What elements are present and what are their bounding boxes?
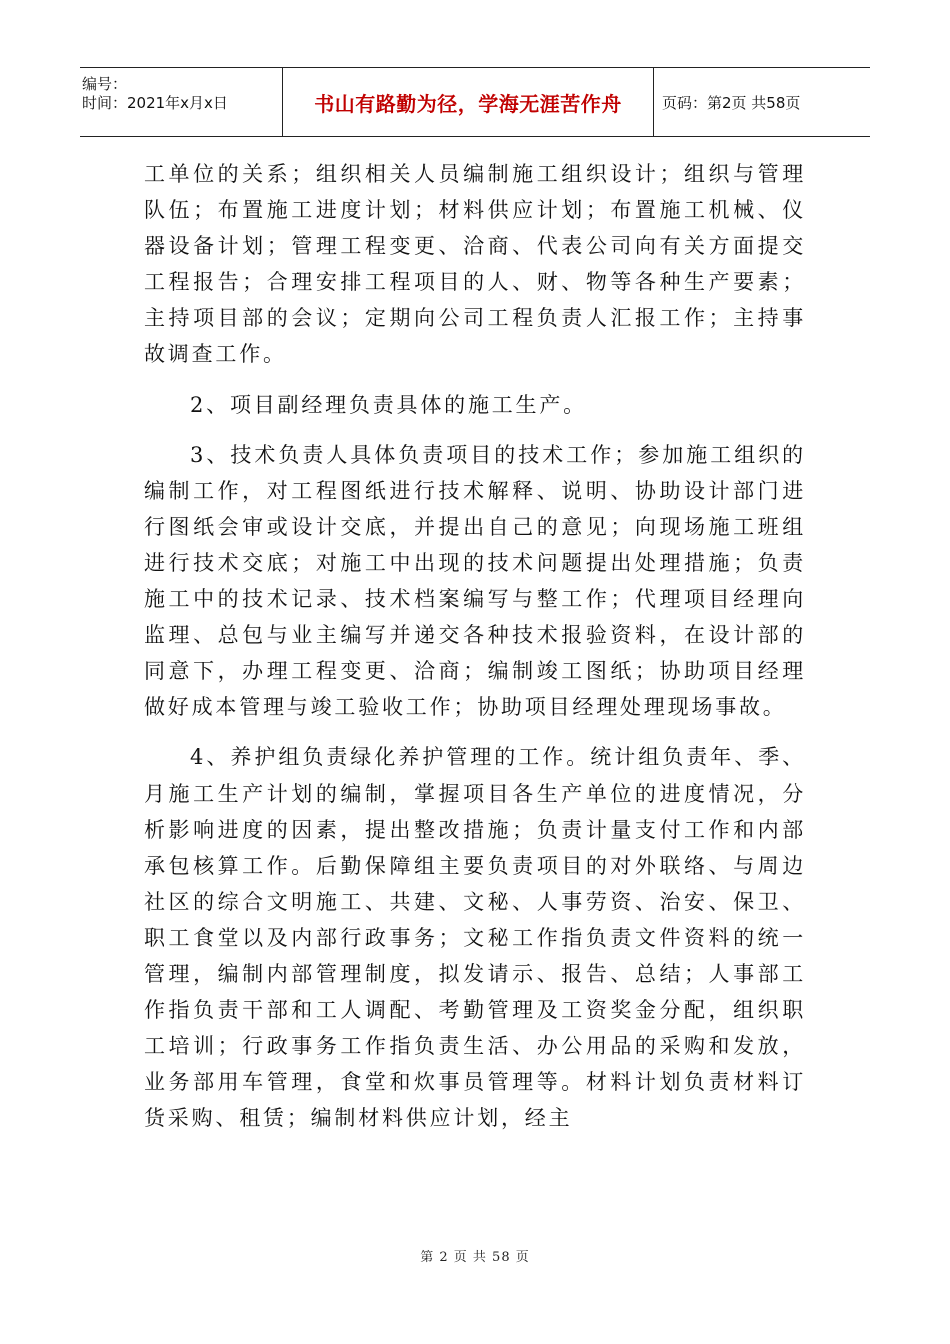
paragraph-4: 4、养护组负责绿化养护管理的工作。统计组负责年、季、月施工生产计划的编制，掌握项目各生产单位的进度情况，分析影响进度的因素，提出整改措施；负责计量支付工作和内部承包核算工作。后勤保障组主要负责项目的对外联络、与周边社区的综合文明施工、共建、文秘、人事劳资、治安、保卫、职工食堂以及内部行政事务；文秘工作指负责文件资料的统一管理，编制内部管理制度，拟发请示、报告、总结；人事部工作指负责干部和工人调配、考勤管理及工资奖金分配，组织职工培训；行政事务工作指负责生活、办公用品的采购和发放，业务部用车管理，食堂和炊事员管理等。材料计划负责材料订货采购、租赁；编制材料供应计划，经主 bbox=[144, 745, 806, 1131]
date-label: 时间：2021年x月x日 bbox=[82, 94, 228, 112]
header-meta-cell bbox=[80, 68, 283, 136]
header-table bbox=[80, 67, 870, 137]
page-info: 页码：第2页 共58页 bbox=[662, 93, 801, 112]
page-footer: 第 2 页 共 58 页 bbox=[420, 1250, 530, 1265]
paragraph-3: 3、技术负责人具体负责项目的技术工作；参加施工组织的编制工作，对工程图纸进行技术解释、说明、协助设计部门进行图纸会审或设计交底，并提出自己的意见；向现场施工班组进行技术交底；对施工中出现的技术问题提出处理措施；负责施工中的技术记录、技术档案编写与整工作；代理项目经理向监理、总包与业主编写并递交各种技术报验资料，在设计部的同意下，办理工程变更、洽商；编制竣工图纸；协助项目经理做好成本管理与竣工验收工作；协助项目经理处理现场事故。 bbox=[144, 442, 806, 720]
paragraph-2: 2、项目副经理负责具体的施工生产。 bbox=[190, 392, 587, 417]
paragraph-1: 工单位的关系；组织相关人员编制施工组织设计；组织与管理队伍；布置施工进度计划；材料供应计划；布置施工机械、仪器设备计划；管理工程变更、洽商、代表公司向有关方面提交工程报告；合理安排工程项目的人、财、物等各种生产要素；主持项目部的会议；定期向公司工程负责人汇报工作；主持事故调查工作。 bbox=[144, 162, 806, 367]
motto-text: 书山有路勤为径，学海无涯苦作舟 bbox=[283, 68, 654, 136]
number-label: 编号： bbox=[82, 75, 128, 93]
document-body bbox=[144, 156, 806, 1136]
